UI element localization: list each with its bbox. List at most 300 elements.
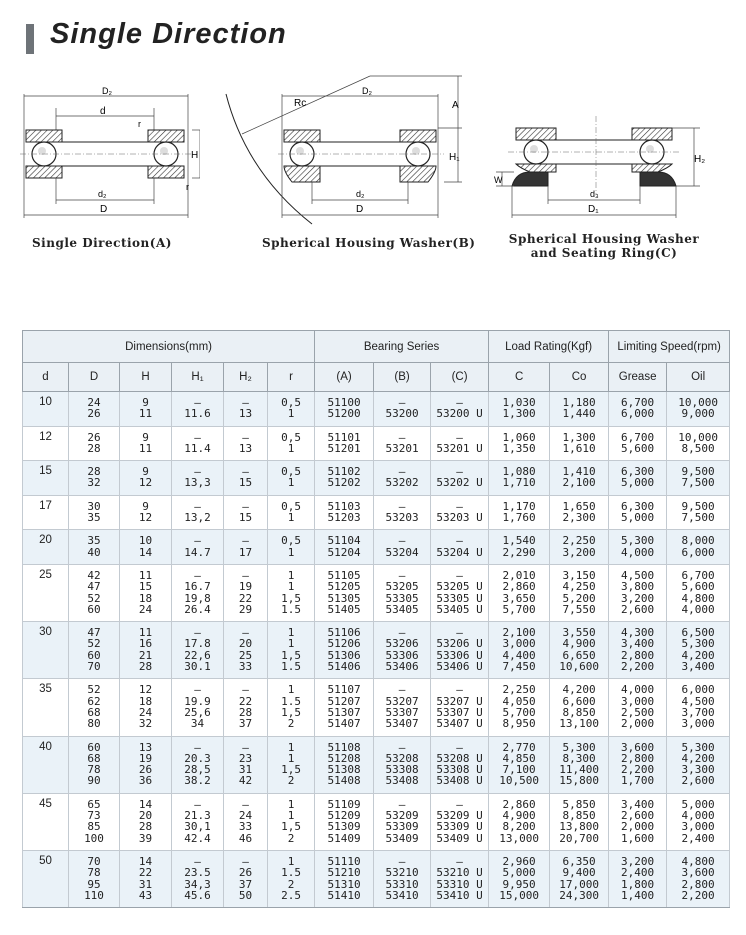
cell-value: 2,800: [681, 877, 715, 891]
cell-value: 51205: [327, 580, 361, 594]
cell-value: 53405 U: [436, 602, 483, 616]
cell-value: 80: [87, 717, 101, 731]
cell-r: [268, 426, 315, 461]
cell-value: 13,3: [184, 476, 211, 490]
cell-value: 53406: [385, 660, 419, 674]
cell-value: 8,500: [681, 441, 715, 455]
label-r-bottom: r: [186, 182, 189, 192]
cell-value: 51203: [327, 511, 361, 525]
cell-value: 78: [87, 763, 101, 777]
cell-value: 20: [138, 809, 153, 823]
cell-value: 30: [87, 499, 101, 513]
cell-load-c: [489, 530, 550, 565]
cell-value: 1,710: [502, 476, 536, 490]
cell-value: –: [398, 740, 406, 754]
cell-value: 3,000: [681, 820, 715, 834]
cell-value: 4,800: [681, 854, 715, 868]
cell-value: 3,200: [621, 591, 655, 605]
cell-value: 1,610: [562, 441, 596, 455]
cell-value: –: [398, 568, 406, 582]
cell-value: 1: [287, 580, 295, 594]
cell-value: 2,960: [502, 854, 536, 868]
cell-value: 2,010: [502, 568, 536, 582]
cell-value: –: [456, 499, 463, 513]
cell-value: 52: [87, 591, 101, 605]
cell-value: 2,200: [681, 888, 715, 902]
cell-value: 7,500: [681, 511, 715, 525]
cell-load-c: [489, 850, 550, 907]
cell-grease: [609, 426, 667, 461]
cell-value: –: [456, 683, 463, 697]
cell-value: 2,600: [681, 774, 715, 788]
cell-value: 1,650: [562, 499, 596, 513]
cell-h1: [172, 736, 224, 793]
label-d-outer: D: [100, 204, 108, 215]
cell-grease: [609, 392, 667, 427]
table-row: [23, 461, 730, 496]
cell-value: 14.7: [184, 545, 211, 559]
cell-value: 1: [287, 407, 295, 421]
cell-value: 53407: [385, 717, 419, 731]
cell-value: 9,000: [681, 407, 715, 421]
cell-oil: [667, 392, 730, 427]
cell-value: 4,000: [621, 545, 655, 559]
cell-value: 9: [142, 465, 149, 479]
cell-value: 4,500: [621, 568, 655, 582]
cell-value: 2,800: [621, 751, 655, 765]
cell-series-a: [315, 622, 374, 679]
cell-value: 23: [238, 751, 253, 765]
cell-bore-d: 15: [23, 461, 69, 496]
cell-value: 17.8: [184, 637, 211, 651]
cell-value: 2,300: [562, 511, 596, 525]
cell-value: 53409: [385, 831, 419, 845]
cell-value: –: [398, 854, 406, 868]
cell-value: 43: [138, 888, 153, 902]
cell-r: [268, 679, 315, 736]
cell-value: 53202 U: [436, 476, 483, 490]
cell-r: [268, 564, 315, 621]
cell-value: 53307 U: [436, 705, 483, 719]
cell-value: 53210 U: [436, 866, 483, 880]
caption-spherical-washer-seating-ring: [506, 232, 702, 260]
cell-value: 2: [287, 877, 295, 891]
cell-oil: [667, 564, 730, 621]
cell-value: 13,100: [559, 717, 599, 731]
header-bearing-series: Bearing Series: [315, 331, 489, 363]
cell-value: 70: [87, 660, 101, 674]
cell-value: 6,300: [621, 499, 655, 513]
cell-value: 18: [138, 694, 153, 708]
cell-value: 8,850: [562, 705, 596, 719]
cell-bore-d: 20: [23, 530, 69, 565]
cell-value: 45.6: [184, 888, 211, 902]
cell-value: 53408: [385, 774, 419, 788]
cell-value: 51410: [327, 888, 361, 902]
cell-value: –: [194, 534, 201, 548]
cell-value: 11: [138, 568, 153, 582]
cell-value: 2,250: [502, 683, 536, 697]
cell-value: 2,000: [621, 820, 655, 834]
cell-grease: [609, 850, 667, 907]
cell-value: 29: [238, 602, 253, 616]
cell-value: 53410 U: [436, 888, 483, 902]
cell-value: 100: [84, 831, 104, 845]
cell-series-a: [315, 392, 374, 427]
cell-value: 10,000: [678, 396, 718, 409]
cell-value: –: [194, 740, 201, 754]
cell-h2: [224, 622, 268, 679]
cell-value: 51109: [327, 797, 361, 811]
cell-value: 51309: [327, 820, 361, 834]
cell-grease: [609, 461, 667, 496]
cell-value: 32: [138, 717, 153, 731]
cell-value: 1,760: [502, 511, 536, 525]
cell-value: 53410: [385, 888, 419, 902]
cell-grease: [609, 622, 667, 679]
cell-bore-d: 45: [23, 793, 69, 850]
cell-series-c: [431, 530, 489, 565]
cell-value: 31: [138, 877, 153, 891]
cell-value: 90: [87, 774, 101, 788]
cell-grease: [609, 736, 667, 793]
cell-series-c: [431, 426, 489, 461]
cell-series-b: [374, 530, 431, 565]
cell-load-c: [489, 622, 550, 679]
cell-h: [120, 850, 172, 907]
cell-value: 6,500: [681, 626, 715, 640]
cell-r: [268, 850, 315, 907]
cell-h: [120, 793, 172, 850]
cell-value: –: [242, 797, 249, 811]
cell-h: [120, 622, 172, 679]
cell-oil: [667, 850, 730, 907]
header-col-series-a: (A): [315, 363, 374, 392]
cell-load-c: [489, 564, 550, 621]
cell-value: 1,5: [281, 705, 301, 719]
cell-outer-d: [69, 461, 120, 496]
header-col-load-c: C: [489, 363, 550, 392]
label-d2-top-b: D₂: [362, 86, 372, 96]
cell-value: 11: [138, 626, 153, 640]
cell-value: 9,400: [562, 866, 596, 880]
cell-value: 47: [87, 580, 101, 594]
cell-value: –: [242, 534, 249, 548]
cell-value: 5,300: [621, 534, 655, 548]
cell-value: 11.4: [184, 441, 211, 455]
table-row: [23, 530, 730, 565]
cell-bore-d: 17: [23, 495, 69, 530]
cell-value: 53209 U: [436, 809, 483, 823]
cell-value: 15: [238, 511, 253, 525]
cell-load-co: [550, 793, 609, 850]
header-load-rating: Load Rating(Kgf): [489, 331, 609, 363]
cell-value: –: [242, 854, 249, 868]
label-h: H: [191, 150, 199, 161]
cell-value: 53206: [385, 637, 419, 651]
cell-value: 4,900: [562, 637, 596, 651]
cell-value: 53202: [385, 476, 419, 490]
header-col-outer-d: D: [69, 363, 120, 392]
cell-value: 51409: [327, 831, 361, 845]
cell-value: –: [398, 534, 406, 548]
cell-value: 9,500: [681, 465, 715, 479]
cell-value: 2,200: [621, 763, 655, 777]
cell-value: 0,5: [281, 465, 301, 479]
cell-value: 22: [138, 866, 153, 880]
cell-value: 32: [87, 476, 101, 490]
cell-value: 51201: [327, 441, 361, 455]
cell-value: 65: [87, 797, 101, 811]
cell-value: 24: [87, 396, 101, 409]
label-d3: d₃: [590, 189, 599, 199]
cell-value: 53207: [385, 694, 419, 708]
cell-outer-d: [69, 426, 120, 461]
cell-h: [120, 495, 172, 530]
cell-value: 17,000: [559, 877, 599, 891]
header-col-d: d: [23, 363, 69, 392]
cell-value: 21: [138, 648, 153, 662]
cell-value: 1,540: [502, 534, 536, 548]
cell-value: 6,300: [621, 465, 655, 479]
header-limiting-speed: Limiting Speed(rpm): [609, 331, 730, 363]
cell-value: 1,400: [621, 888, 655, 902]
cell-load-co: [550, 736, 609, 793]
cell-value: 3,150: [562, 568, 596, 582]
cell-outer-d: [69, 679, 120, 736]
cell-value: –: [398, 797, 406, 811]
cell-value: 70: [87, 854, 101, 868]
cell-value: 1: [287, 476, 295, 490]
cell-value: 3,600: [681, 866, 715, 880]
cell-value: 19: [138, 751, 153, 765]
cell-value: –: [456, 396, 463, 409]
cell-h: [120, 530, 172, 565]
cell-value: 51405: [327, 602, 361, 616]
cell-value: 3,600: [621, 740, 655, 754]
cell-value: 2,000: [621, 717, 655, 731]
cell-value: 53309: [385, 820, 419, 834]
cell-load-c: [489, 495, 550, 530]
cell-value: 13: [238, 441, 253, 455]
cell-value: 53209: [385, 809, 419, 823]
cell-value: 53306 U: [436, 648, 483, 662]
cell-h1: [172, 850, 224, 907]
cell-bore-d: 10: [23, 392, 69, 427]
label-h1: H₁: [449, 152, 460, 163]
cell-value: 53308: [385, 763, 419, 777]
cell-load-c: [489, 793, 550, 850]
cell-oil: [667, 426, 730, 461]
cell-h2: [224, 793, 268, 850]
cell-value: 15,800: [559, 774, 599, 788]
cell-value: 20: [238, 637, 253, 651]
cell-value: 1: [287, 683, 295, 697]
cell-value: 2,200: [621, 660, 655, 674]
cell-value: 53203: [385, 511, 419, 525]
table-row: [23, 622, 730, 679]
cell-value: 4,250: [562, 580, 596, 594]
cell-value: 4,400: [502, 648, 536, 662]
cell-value: 52: [87, 683, 101, 697]
cell-value: 34,3: [184, 877, 211, 891]
cell-value: 53206 U: [436, 637, 483, 651]
table-row: [23, 736, 730, 793]
cell-value: 14: [138, 854, 153, 868]
cell-value: 9,500: [681, 499, 715, 513]
cell-h: [120, 392, 172, 427]
table-row: [23, 426, 730, 461]
cell-grease: [609, 679, 667, 736]
cell-value: 37: [238, 717, 253, 731]
cell-outer-d: [69, 564, 120, 621]
cell-oil: [667, 495, 730, 530]
cell-value: 51308: [327, 763, 361, 777]
cell-load-co: [550, 850, 609, 907]
cell-value: 25,6: [184, 705, 211, 719]
cell-series-a: [315, 530, 374, 565]
cell-value: 31: [238, 763, 253, 777]
cell-value: 53309 U: [436, 820, 483, 834]
cell-value: 1.5: [281, 694, 301, 708]
cell-value: 6,700: [681, 568, 715, 582]
cell-oil: [667, 679, 730, 736]
cell-value: 33: [238, 660, 253, 674]
cell-value: 51406: [327, 660, 361, 674]
cell-value: 2,500: [621, 705, 655, 719]
cell-outer-d: [69, 736, 120, 793]
cell-oil: [667, 530, 730, 565]
cell-outer-d: [69, 530, 120, 565]
cell-value: 10,000: [678, 430, 718, 444]
cell-value: 26: [87, 430, 101, 444]
cell-oil: [667, 793, 730, 850]
cell-load-co: [550, 564, 609, 621]
cell-value: 12: [138, 683, 153, 697]
cell-value: 15,000: [499, 888, 539, 902]
cell-value: 0,5: [281, 499, 301, 513]
cell-value: 2,250: [562, 534, 596, 548]
cell-value: 95: [87, 877, 101, 891]
table-row: [23, 392, 730, 427]
cell-value: 51202: [327, 476, 361, 490]
cell-value: 51104: [327, 534, 361, 548]
cell-series-b: [374, 736, 431, 793]
cell-value: 3,000: [621, 694, 655, 708]
cell-value: 40: [87, 545, 101, 559]
cell-value: 3,000: [502, 637, 536, 651]
cell-value: 53201 U: [436, 441, 483, 455]
cell-value: 19.9: [184, 694, 211, 708]
cell-value: 51206: [327, 637, 361, 651]
label-a: A: [452, 100, 459, 111]
cell-value: 28: [87, 441, 101, 455]
cell-grease: [609, 530, 667, 565]
cell-value: –: [398, 396, 406, 409]
cell-value: 2,290: [502, 545, 536, 559]
cell-value: 33: [238, 820, 253, 834]
cell-series-c: [431, 564, 489, 621]
cell-value: 4,000: [681, 809, 715, 823]
cell-value: 1: [287, 568, 295, 582]
cell-value: 2,400: [621, 866, 655, 880]
cell-h: [120, 736, 172, 793]
cell-value: 53305 U: [436, 591, 483, 605]
cell-value: 60: [87, 602, 101, 616]
cell-value: 26: [87, 407, 101, 421]
cell-value: –: [194, 683, 201, 697]
cell-value: 6,350: [562, 854, 596, 868]
cell-value: 51305: [327, 591, 361, 605]
cell-series-c: [431, 850, 489, 907]
cell-value: 24: [138, 602, 153, 616]
cell-series-a: [315, 564, 374, 621]
cell-value: 1: [287, 511, 295, 525]
cell-grease: [609, 495, 667, 530]
cell-value: 60: [87, 740, 101, 754]
cell-series-a: [315, 461, 374, 496]
cell-value: 51310: [327, 877, 361, 891]
cell-value: 1,350: [502, 441, 536, 455]
cell-load-c: [489, 426, 550, 461]
cell-value: 37: [238, 877, 253, 891]
title-accent-bar: [26, 24, 34, 54]
cell-value: 2: [287, 831, 295, 845]
cell-value: 4,050: [502, 694, 536, 708]
cell-series-b: [374, 793, 431, 850]
cell-value: 6,700: [621, 430, 655, 444]
cell-value: 11: [138, 407, 153, 421]
cell-value: 52: [87, 637, 101, 651]
label-d1: D₁: [588, 204, 599, 215]
cell-value: 15: [238, 476, 253, 490]
caption-spherical-housing-washer: Spherical Housing Washer(B): [262, 236, 476, 250]
cell-value: 2,770: [502, 740, 536, 754]
cell-value: 6,600: [562, 694, 596, 708]
cell-value: 2,860: [502, 580, 536, 594]
cell-grease: [609, 793, 667, 850]
cell-value: 28: [87, 465, 101, 479]
cell-value: 10,600: [559, 660, 599, 674]
cell-value: 7,100: [502, 763, 536, 777]
header-col-r: r: [268, 363, 315, 392]
cell-value: 5,300: [681, 740, 715, 754]
cell-value: 51210: [327, 866, 361, 880]
cell-load-co: [550, 392, 609, 427]
cell-outer-d: [69, 495, 120, 530]
cell-h2: [224, 564, 268, 621]
table-row: [23, 793, 730, 850]
cell-value: 39: [138, 831, 153, 845]
cell-value: 53201: [385, 441, 419, 455]
cell-value: 1,410: [562, 465, 596, 479]
caption-line-2: and Seating Ring(C): [530, 246, 678, 260]
cell-value: 110: [84, 888, 104, 902]
cell-value: –: [456, 534, 463, 548]
cell-load-co: [550, 622, 609, 679]
label-w: W: [494, 175, 503, 185]
header-col-series-c: (C): [431, 363, 489, 392]
cell-oil: [667, 622, 730, 679]
cell-value: 53305: [385, 591, 419, 605]
cell-value: –: [194, 797, 201, 811]
cell-value: 51208: [327, 751, 361, 765]
cell-value: –: [456, 626, 463, 640]
cell-value: 2,100: [562, 476, 596, 490]
cell-value: 53204 U: [436, 545, 483, 559]
diagram-single-direction: [20, 72, 200, 222]
cell-series-c: [431, 392, 489, 427]
